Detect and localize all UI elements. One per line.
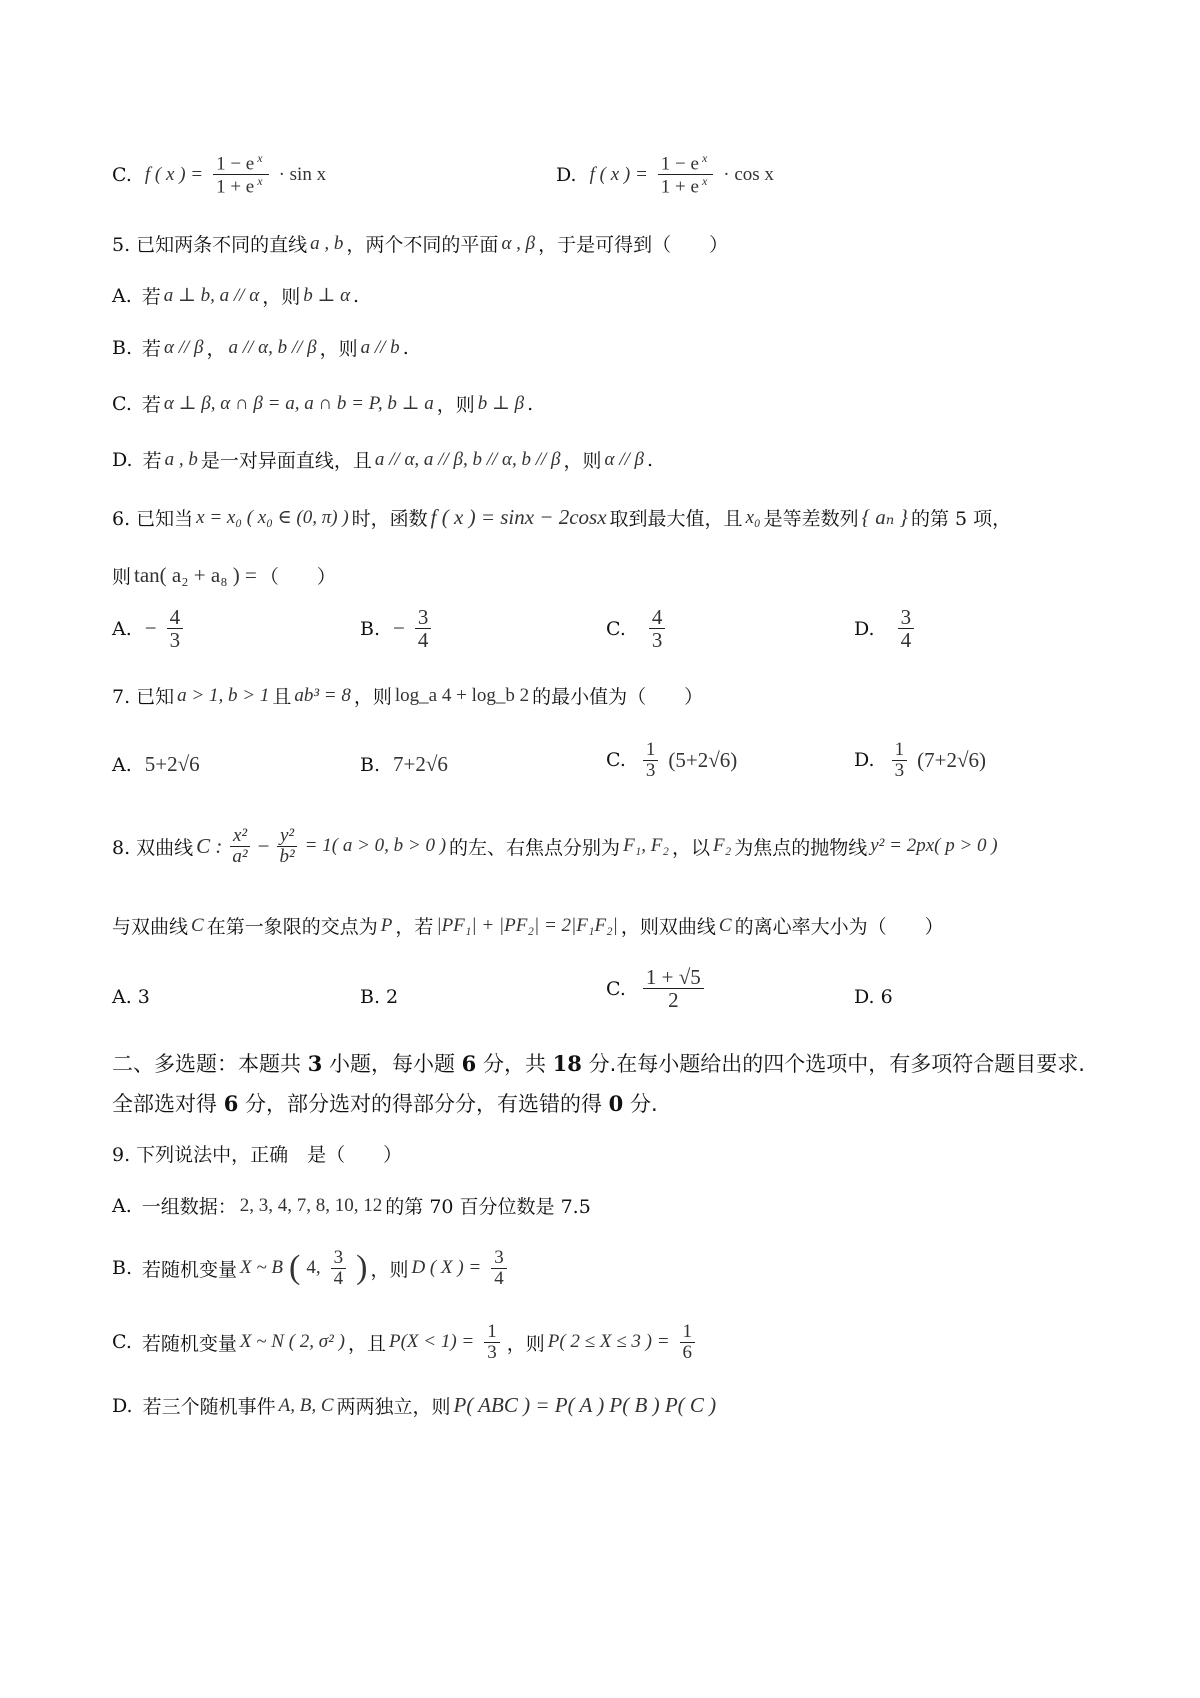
q9-option-b: B. 若随机变量 X ~ B ( 4, $\frac{3}{4}$ ) ，则 D ( X ) = $\frac{3}{4}$ [112, 1248, 514, 1289]
q5-stem: 5. 已知两条不同的直线 a , b ，两个不同的平面 α , β ，于是可得到（ ） [112, 232, 729, 256]
q9-option-d: D. 若三个随机事件 A, B, C 两两独立，则 P( ABC ) = P( A ) P( B ) P( C ) [112, 1393, 717, 1418]
q8-option-b: B. 2 [360, 986, 399, 1008]
q7-option-c: C. $\frac{1}{3}$ (5+2√6) [606, 739, 738, 781]
q6-option-a: A. − $\frac{4}{3}$ [112, 606, 190, 651]
q4-option-d: D. f ( x ) = $\frac{1 - e ^x}{1 + e ^x}$ · cos x [556, 151, 774, 198]
q8-stem-line2: 与双曲线 C 在第一象限的交点为 P ，若 |PF₁| + |PF₂| = 2|F₁F₂| ，则双曲线 C 的离心率大小为（ ） [112, 914, 944, 938]
q6-stem: 6. 已知当 x = x₀ ( x₀ ∈ (0, π) ) 时，函数 f ( x ) = sinx − 2cosx 取到最大值，且 x₀ 是等差数列 { aₙ } 的第 5 项， [112, 505, 1012, 530]
q4-c-fraction: $\frac{1 - e ^x}{1 + e ^x}$ [210, 152, 271, 198]
q7-stem: 7. 已知 a > 1, b > 1 且 ab³ = 8 ，则 log_a 4 + log_b 2 的最小值为（ ） [112, 684, 704, 708]
q4-d-fraction: $\frac{1 - e ^x}{1 + e ^x}$ [655, 152, 716, 198]
q5-option-c: C. 若 α ⊥ β, α ∩ β = a, a ∩ b = P, b ⊥ a ，则 b ⊥ β . [112, 392, 534, 416]
q6-stem-line2: 则 tan( a₂ + a₈ ) = （ ） [112, 563, 336, 588]
q8-option-c: C. $\frac{1 + √5}{2}$ [606, 966, 711, 1011]
q5-option-a: A. 若 a ⊥ b, a // α ，则 b ⊥ α . [112, 284, 360, 308]
q6-option-c: C. $\frac{4}{3}$ [606, 606, 672, 651]
q8-option-a: A. 3 [112, 986, 150, 1008]
q5-option-d: D. 若 a , b 是一对异面直线，且 a // α, a // β, b // α, b // β ，则 α // β . [112, 448, 654, 472]
section-2-heading: 二、多选题：本题共 3 小题，每小题 6 分，共 18 分.在每小题给出的四个选项中，有多项符合题目要求.全部选对得 6 分，部分选对的得部分分，有选错的得 0 分. [112, 1051, 1085, 1116]
q7-option-d: D. $\frac{1}{3}$ (7+2√6) [854, 739, 986, 781]
q5-option-b: B. 若 α // β ， a // α, b // β ，则 a // b . [112, 336, 409, 360]
q9-option-a: A. 一组数据： 2, 3, 4, 7, 8, 10, 12 的第 70 百分位数是 7.5 [112, 1194, 591, 1218]
q9-stem: 9. 下列说法中，正确 是（ ） [112, 1144, 403, 1166]
q6-option-b: B. − $\frac{3}{4}$ [360, 606, 438, 651]
q7-option-a: A. 5+2√6 [112, 752, 200, 776]
q7-option-b: B. 7+2√6 [360, 752, 448, 776]
q9-option-c: C. 若随机变量 X ~ N ( 2, σ² ) ，且 P(X < 1) = $\frac{1}{3}$ ，则 P( 2 ≤ X ≤ 3 ) = $\frac{1}{6}$ [112, 1322, 702, 1363]
q8-stem: 8. 双曲线 C : $\frac{\text{x²}}{\text{a²}}$ − $\frac{\text{y²}}{\text{b²}}$ = 1( a > 0, b > 0 ) 的左、右焦点分别为 F₁, F₂ ，以 F₂ 为焦点的抛物线 y² = 2px( p > 0 ) [112, 825, 998, 867]
q4-option-c: C. f ( x ) = $\frac{1 - e ^x}{1 + e ^x}$ · sin x [112, 151, 327, 198]
q6-option-d: D. $\frac{3}{4}$ [854, 606, 921, 651]
q8-option-d: D. 6 [854, 986, 893, 1008]
